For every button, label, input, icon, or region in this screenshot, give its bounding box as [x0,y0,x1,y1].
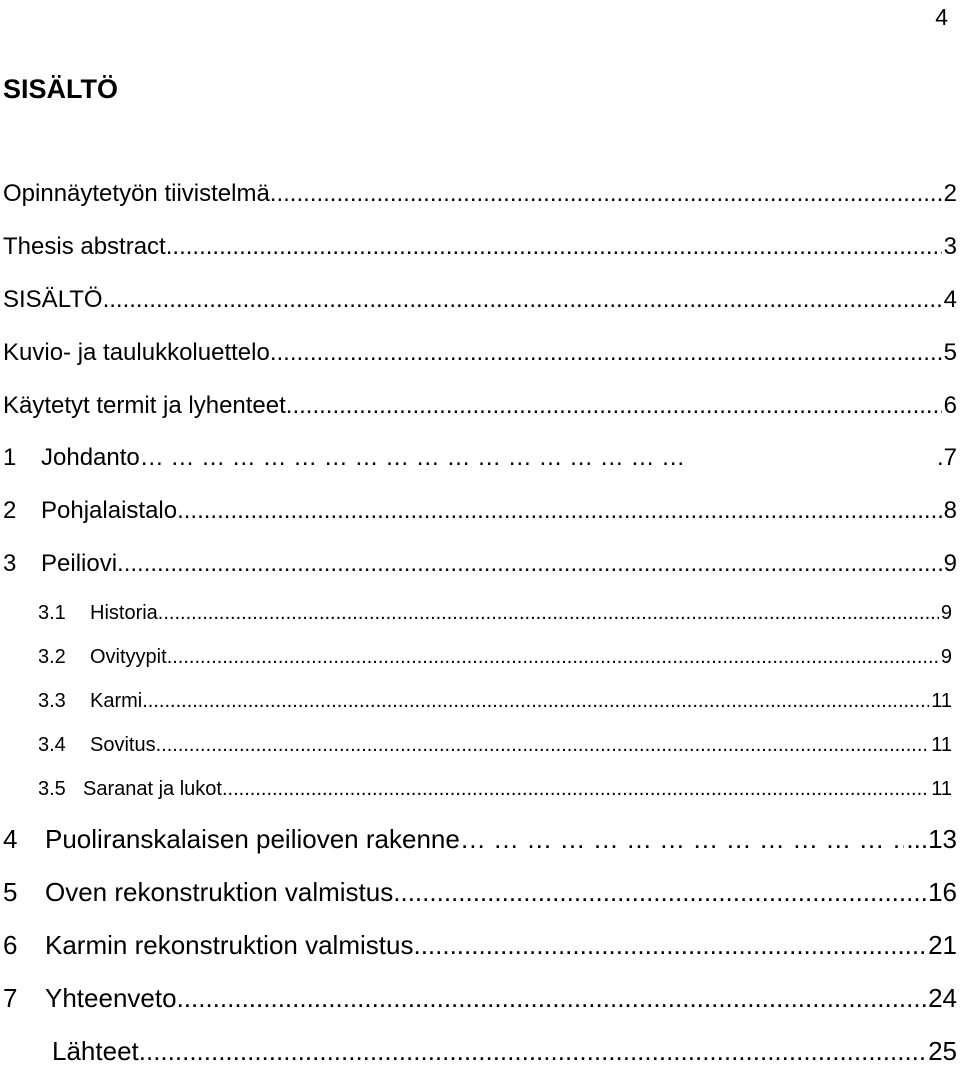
toc-leader [139,1036,926,1067]
page-number: 4 [935,4,948,30]
toc-entry-title: Opinnäytetyön tiivistelmä [3,180,270,207]
toc-entry-title: Saranat ja lukot [83,778,222,800]
toc-leader [103,286,942,314]
toc-entry-chapter-4[interactable] [3,824,957,860]
toc-leader [177,497,942,525]
toc-heading: SISÄLTÖ [3,74,119,104]
toc-entry-page: 3 [943,233,957,260]
toc-entry-page: 6 [943,392,957,419]
toc-entry-page: .7 [936,444,957,471]
toc-leader [158,602,939,625]
toc-entry-title: Yhteenveto [45,983,177,1013]
toc-entry-page: 2 [943,180,957,207]
toc-leader [222,778,929,801]
toc-leader [270,180,942,208]
toc-entry-chapter-2[interactable] [3,497,957,533]
toc-entry-number: 1 [3,444,17,471]
toc-leader [166,233,942,261]
toc-entry-references[interactable] [52,1036,957,1072]
toc-entry-number: 3 [3,550,17,577]
toc-entry-number: 3.3 [38,690,66,712]
toc-entry-title: Oven rekonstruktion valmistus [45,877,394,907]
toc-leader [156,734,930,757]
toc-entry-page: 21 [928,930,957,960]
toc-entry-title: Pohjalaistalo [41,497,178,524]
toc-entry-page: 4 [943,286,957,313]
toc-entry-title: Sovitus [90,734,156,756]
toc-leader [460,824,905,855]
toc-entry-chapter-7[interactable] [3,983,957,1019]
toc-leader [140,444,935,472]
toc-entry-title: Puoliranskalaisen peilioven rakenne [45,824,460,854]
toc-entry-section-3-2[interactable] [38,646,952,682]
toc-entry-page: 25 [928,1036,957,1066]
toc-entry-page: 9 [943,550,957,577]
toc-entry-title: Kuvio- ja taulukkoluettelo [3,339,270,366]
toc-entry-title: Historia [90,602,158,624]
toc-entry-number: 4 [3,824,18,854]
toc-entry-page: 24 [928,983,957,1013]
toc-entry-contents[interactable] [3,286,957,322]
toc-entry-title: Peiliovi [41,550,118,577]
toc-entry-title: SISÄLTÖ [3,286,103,313]
toc-leader [270,339,942,367]
toc-entry-section-3-5[interactable] [38,778,952,814]
toc-entry-chapter-5[interactable] [3,877,957,913]
toc-entry-title: Käytetyt termit ja lyhenteet [3,392,286,419]
toc-entry-chapter-1[interactable] [3,444,957,480]
toc-entry-figures[interactable] [3,339,957,375]
toc-entry-page: 11 [931,734,952,756]
toc-entry-page: 5 [943,339,957,366]
toc-entry-title: Ovityypit [90,646,167,668]
toc-entry-number: 7 [3,983,18,1013]
toc-entry-page: 8 [943,497,957,524]
toc-leader [413,930,926,961]
toc-leader [393,877,926,908]
toc-entry-number: 3.5 [38,778,66,800]
toc-entry-title: Thesis abstract [3,233,166,260]
toc-leader [142,690,929,713]
toc-entry-abstract-en[interactable] [3,233,957,269]
toc-entry-terms[interactable] [3,392,957,428]
toc-entry-number: 3.1 [38,602,66,624]
toc-entry-section-3-1[interactable] [38,602,952,638]
toc-entry-chapter-6[interactable] [3,930,957,966]
toc-entry-number: 5 [3,877,18,907]
toc-entry-title: Karmin rekonstruktion valmistus [45,930,414,960]
toc-entry-number: 6 [3,930,18,960]
toc-entry-page: 9 [940,646,952,668]
toc-leader [286,392,942,420]
toc-entry-page: ...13 [906,824,957,854]
toc-leader [117,550,942,578]
toc-leader [177,983,927,1014]
toc-entry-page: 11 [931,778,952,800]
toc-entry-abstract-fi[interactable] [3,180,957,216]
toc-entry-page: 9 [940,602,952,624]
toc-entry-chapter-3[interactable] [3,550,957,586]
toc-entry-page: 11 [931,690,952,712]
toc-entry-number: 3.2 [38,646,66,668]
toc-leader [167,646,939,669]
toc-entry-title: Lähteet [52,1036,139,1066]
toc-entry-number: 2 [3,497,17,524]
toc-entry-number: 3.4 [38,734,66,756]
toc-entry-title: Karmi [90,690,143,712]
toc-entry-page: 16 [928,877,957,907]
toc-entry-section-3-3[interactable] [38,690,952,726]
toc-entry-section-3-4[interactable] [38,734,952,770]
toc-entry-title: Johdanto [41,444,140,471]
